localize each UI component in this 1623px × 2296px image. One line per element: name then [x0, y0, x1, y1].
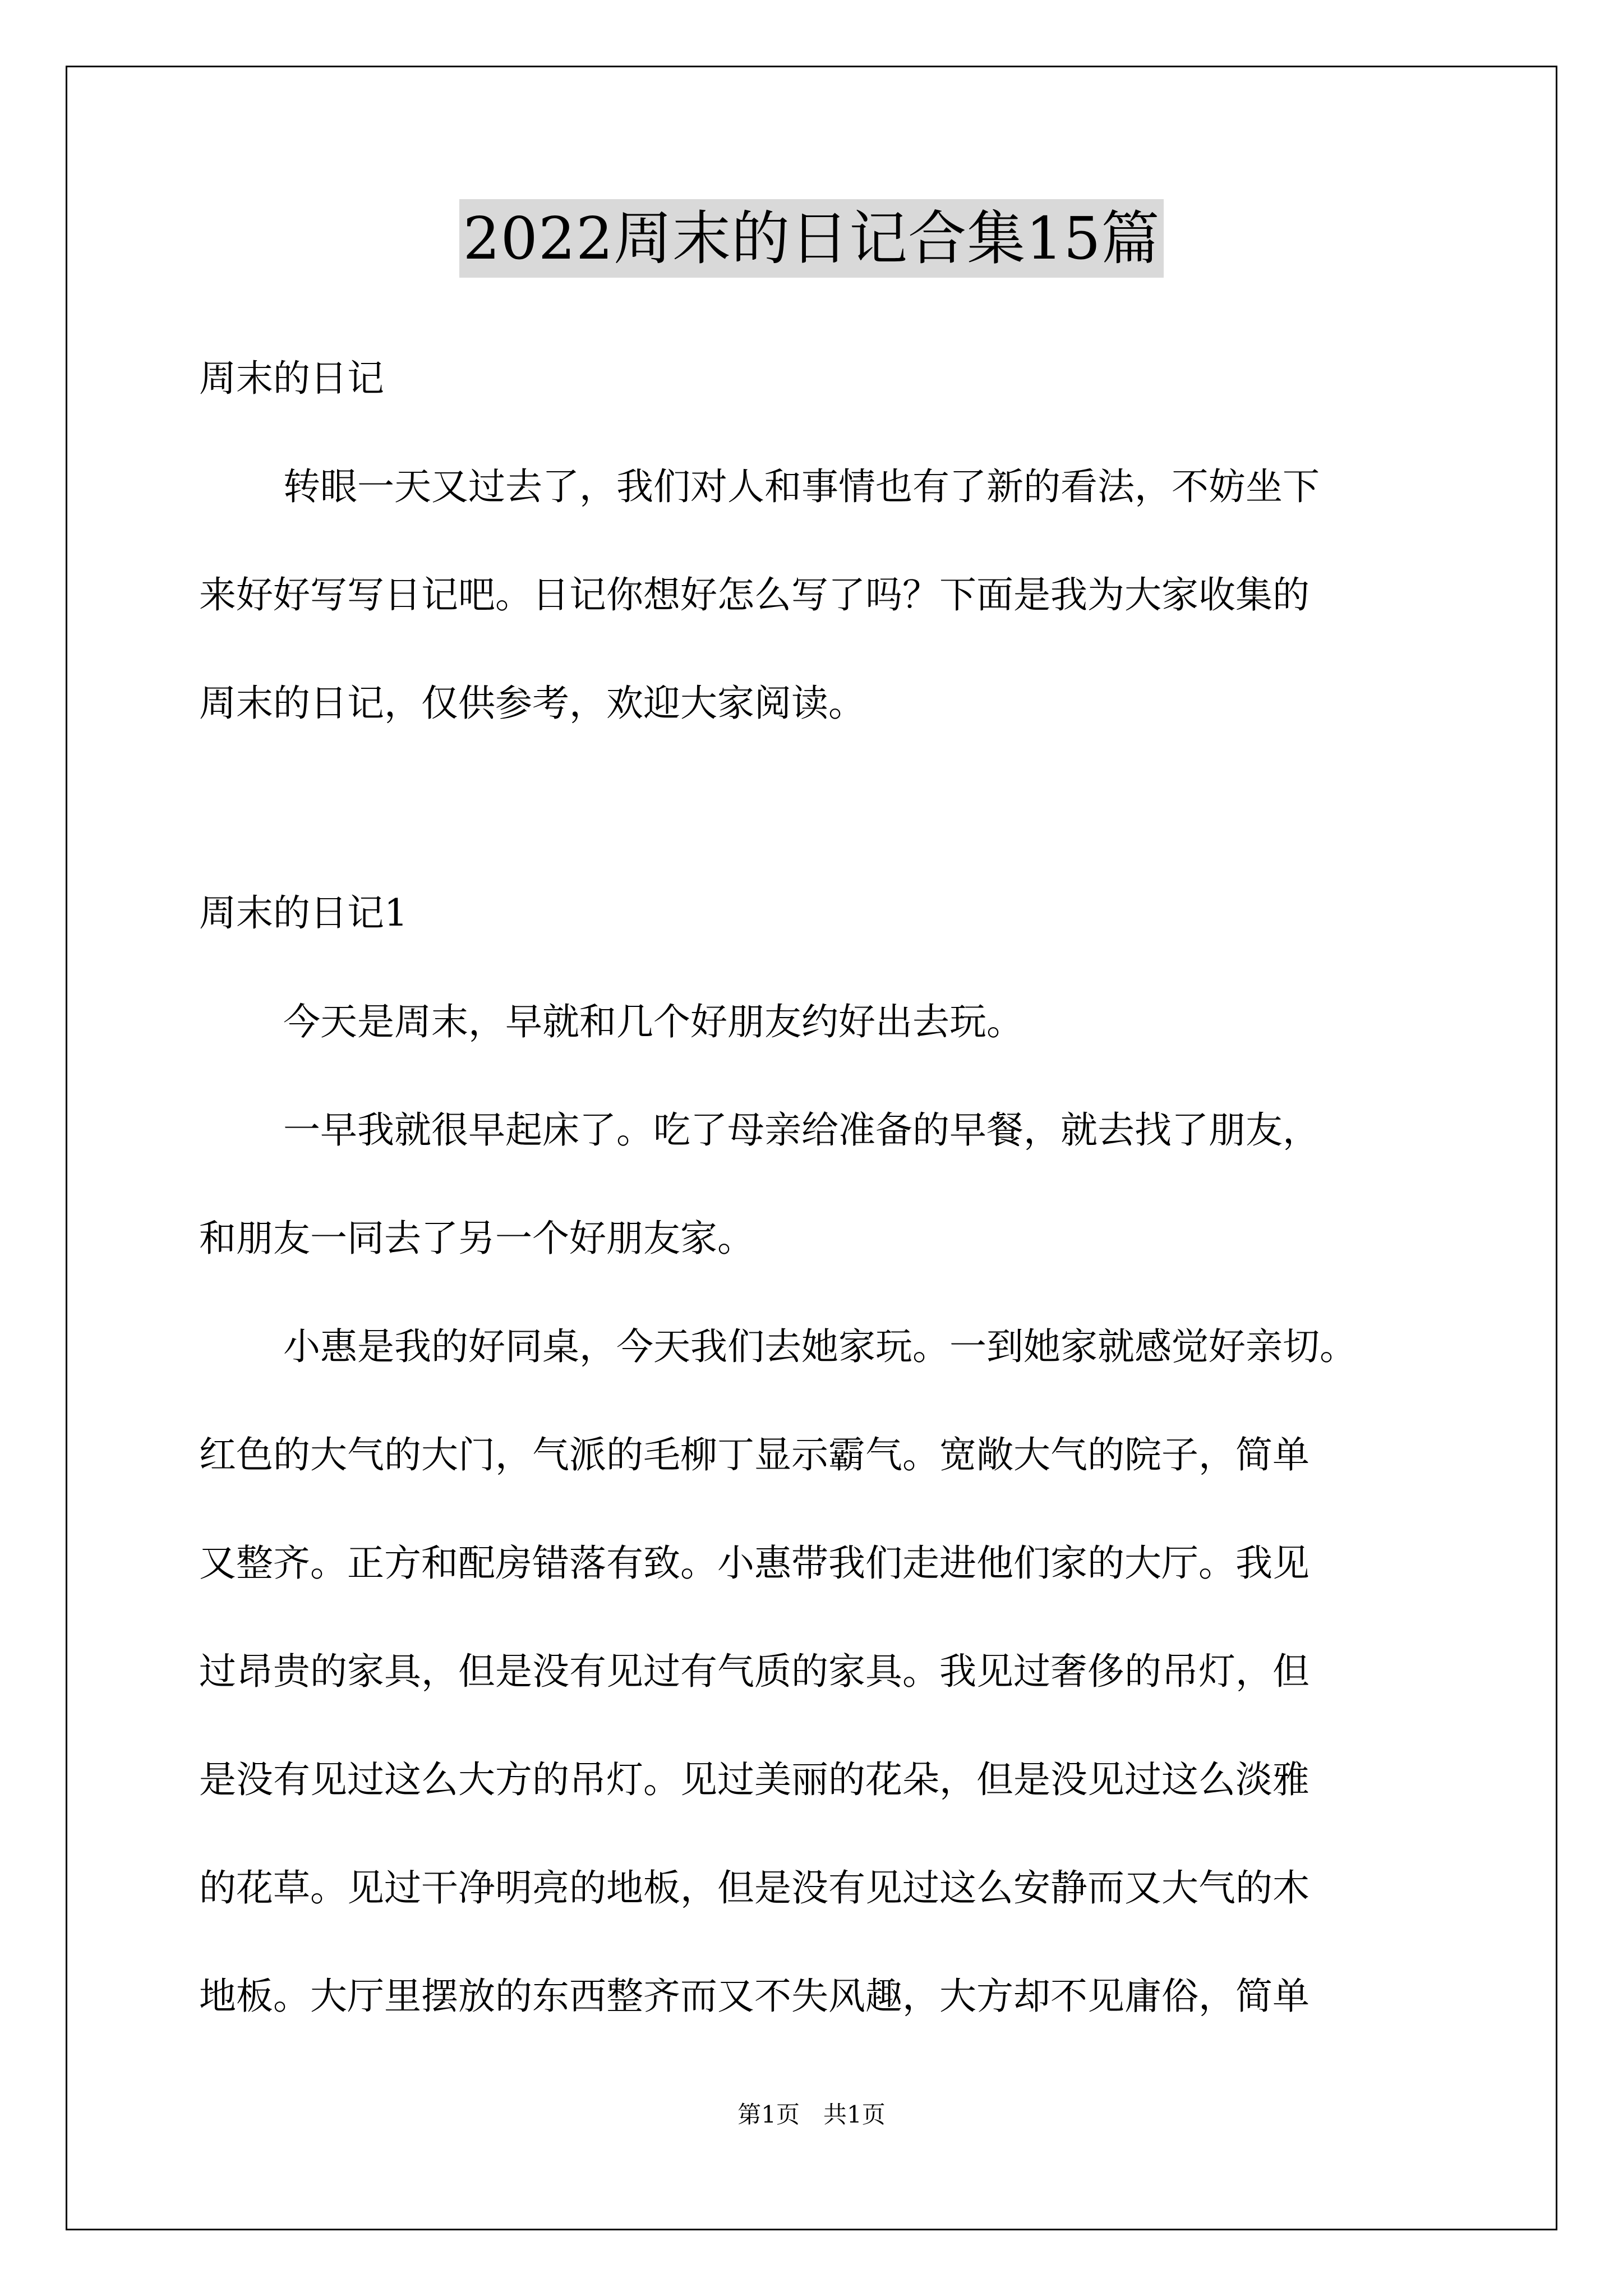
paragraph-line: 是没有见过这么大方的吊灯。见过美丽的花朵，但是没见过这么淡雅	[199, 1758, 1310, 1801]
intro-paragraph-line: 周末的日记，仅供参考，欢迎大家阅读。	[199, 682, 865, 725]
paragraph-line: 地板。大厅里摆放的东西整齐而又不失风趣，大方却不见庸俗，简单	[199, 1975, 1310, 2018]
paragraph-line: 和朋友一同去了另一个好朋友家。	[199, 1217, 754, 1260]
paragraph-line: 红色的大气的大门，气派的毛柳丁显示霸气。宽敞大气的院子，简单	[199, 1433, 1310, 1476]
paragraph-line: 又整齐。正方和配房错落有致。小惠带我们走进他们家的大厅。我见	[199, 1542, 1310, 1585]
paragraph-line: 一早我就很早起床了。吃了母亲给准备的早餐，就去找了朋友，	[283, 1108, 1320, 1152]
paragraph-line: 过昂贵的家具，但是没有见过有气质的家具。我见过奢侈的吊灯，但	[199, 1650, 1310, 1693]
intro-paragraph-line: 转眼一天又过去了，我们对人和事情也有了新的看法，不妨坐下	[283, 465, 1320, 508]
paragraph-line: 的花草。见过干净明亮的地板，但是没有见过这么安静而又大气的木	[199, 1866, 1310, 1910]
section-heading: 周末的日记1	[199, 891, 408, 935]
document-title: 2022周末的日记合集15篇	[459, 199, 1163, 278]
intro-paragraph-line: 来好好写写日记吧。日记你想好怎么写了吗？下面是我为大家收集的	[199, 573, 1310, 616]
paragraph-line: 今天是周末，早就和几个好朋友约好出去玩。	[283, 1000, 1023, 1043]
intro-heading: 周末的日记	[199, 357, 384, 400]
title-container	[0, 199, 1623, 278]
paragraph-line: 小惠是我的好同桌，今天我们去她家玩。一到她家就感觉好亲切。	[283, 1325, 1357, 1368]
page-footer: 第1页 共1页	[737, 2101, 886, 2128]
